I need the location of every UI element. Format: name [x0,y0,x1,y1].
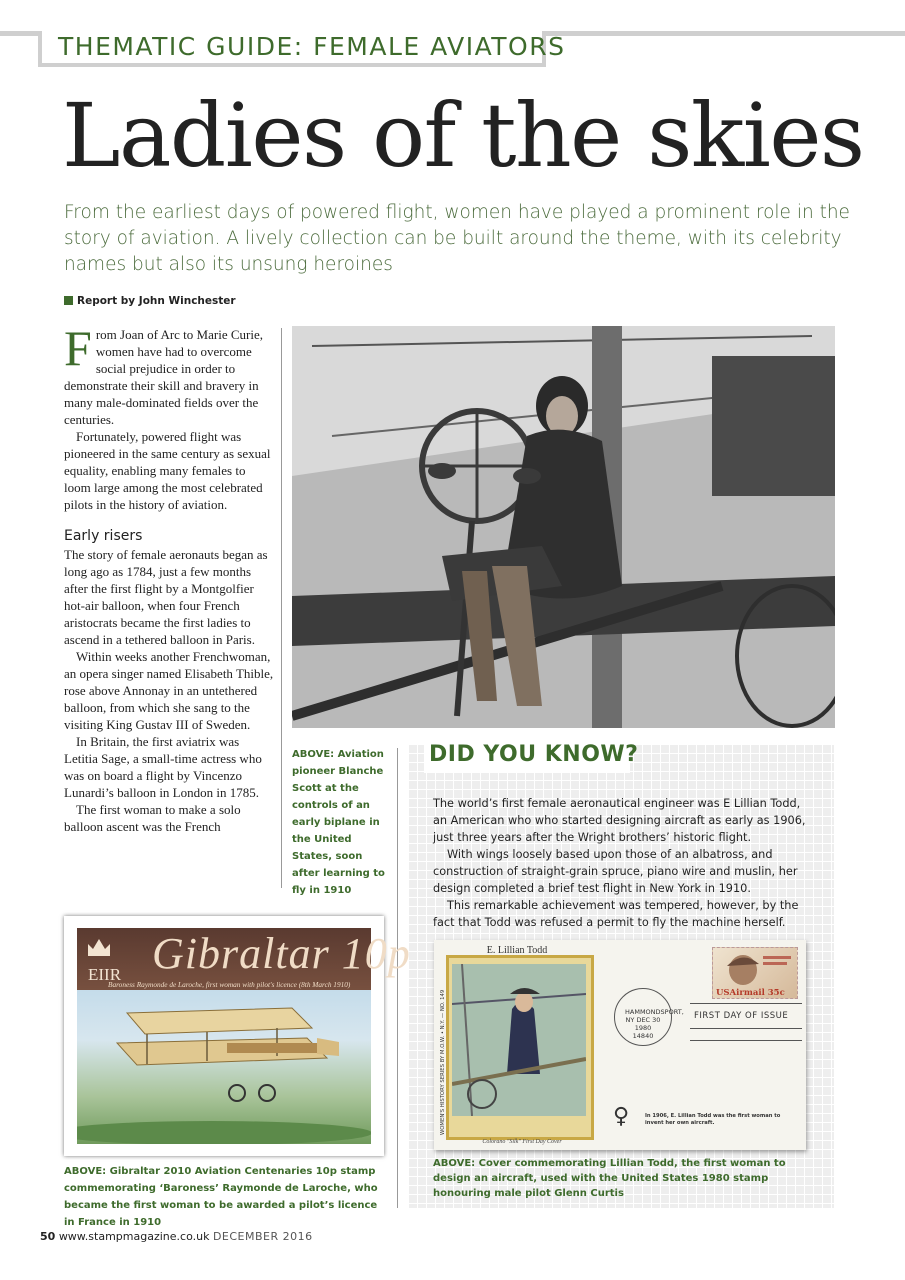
venus-symbol-icon: ♀ [613,1104,630,1129]
paragraph-text: rom Joan of Arc to Marie Curie, women have had to overcome social prejudice in order to demonstrate their skill and bravery in many male-dominated fields over the centuries. [64,327,263,427]
paragraph: The world’s first female aeronautical engineer was E Lillian Todd, an American who who started designing aircraft as early as 1906, just three years after the Wright brothers’ historic flight. [433,797,806,844]
royal-cypher: EIIR [88,965,122,984]
did-you-know-text [433,795,813,931]
postmark-text: HAMMONDSPORT, NY DEC 30 1980 14840 [625,1008,684,1040]
byline [64,295,236,307]
cover-title: E. Lillian Todd [486,945,548,956]
section-label: THEMATIC GUIDE: FEMALE AVIATORS [58,32,566,61]
paragraph: Fortunately, powered flight was pioneered in the same century as sexual equality, enabling many females to loom large among the most celebrated pilots in the history of aviation. [64,429,271,512]
lillian-todd-illustration [452,964,586,1116]
biplane-photo-illustration [292,326,835,728]
issue-date: DECEMBER 2016 [212,1230,313,1243]
cancel-line [690,1040,802,1041]
stamp-country-name: Gibraltar [152,929,330,978]
byline-square-icon [64,296,73,305]
cover-illustration [452,964,586,1116]
byline-text: Report by John Winchester [77,295,236,307]
paragraph: The story of female aeronauts began as long ago as 1784, just a few months after the first flight by a Montgolfier hot-air balloon, when four French aristocrats became the first ladies to ascend in a tethered balloon in Paris. [64,547,268,647]
cancel-line [690,1028,802,1029]
website: www.stampmagazine.co.uk [58,1230,210,1243]
stamp-denomination: 10p [341,929,411,978]
aviator-photo [292,326,835,728]
subheading: Early risers [64,528,143,544]
page-number: 50 [40,1230,56,1243]
page-footer [40,1230,313,1243]
first-day-of-issue: FIRST DAY OF ISSUE [694,1011,789,1021]
paragraph: Within weeks another Frenchwoman, an opera singer named Elisabeth Thible, rose above Annonay in an untethered balloon, from which she sang to the visiting King Gustav III of Sweden. [64,649,274,732]
stamp-value: USAirmail 35c [716,988,785,998]
cover-series-text: WOMEN'S HISTORY SERIES BY M.O.W. • N.Y. — NO. 149 [440,989,446,1135]
drop-cap: F [64,320,92,376]
paragraph: In Britain, the first aviatrix was Letitia Sage, a small-time actress who was on board a flight by Vincenzo Lunardi’s balloon in London in 1785. [64,734,262,800]
paragraph: This remarkable achievement was tempered, however, by the fact that Todd was refused a permit to fly the machine herself. [433,899,799,929]
photo-caption: ABOVE: Aviation pioneer Blanche Scott at the controls of an early biplane in the United States, soon after learning to fly in 1910 [292,749,385,896]
stamp-caption: ABOVE: Gibraltar 2010 Aviation Centenaries 10p stamp commemorating ‘Baroness’ Raymonde de Laroche, who became the first woman to be awarded a pilot’s licence in France in 1910 [64,1166,378,1228]
stamp-inscription: Baroness Raymonde de Laroche, first woman with pilot's licence (8th March 1910) [108,980,351,989]
paragraph: The first woman to make a solo balloon ascent was the French [64,802,241,834]
standfirst: From the earliest days of powered flight, women have played a prominent role in the story of aviation. A lively collection can be built around the theme, with its celebrity names but also its unsung heroines [64,202,850,275]
did-you-know-title: DID YOU KNOW? [429,742,639,767]
headline: Ladies of the skies [62,84,864,187]
stamp-country [152,928,411,979]
column-rule [281,328,282,888]
cover-series-label [436,965,446,1135]
cover-caption: ABOVE: Cover commemorating Lillian Todd, the first woman to design an aircraft, used with the United States 1980 stamp honouring male pilot Glenn Curtis [433,1158,786,1199]
cover-note: In 1906, E. Lillian Todd was the first woman to invent her own aircraft. [645,1113,781,1126]
paragraph [64,320,274,428]
crown-icon [86,936,112,962]
cancel-line [690,1003,802,1004]
paragraph: With wings loosely based upon those of an albatross, and construction of straight-grain spruce, piano wire and muslin, her design completed a brief test flight in New York in 1910. [433,848,798,895]
article-body [64,320,274,835]
cover-footer-text: Colorano "Silk" First Day Cover [482,1139,562,1145]
